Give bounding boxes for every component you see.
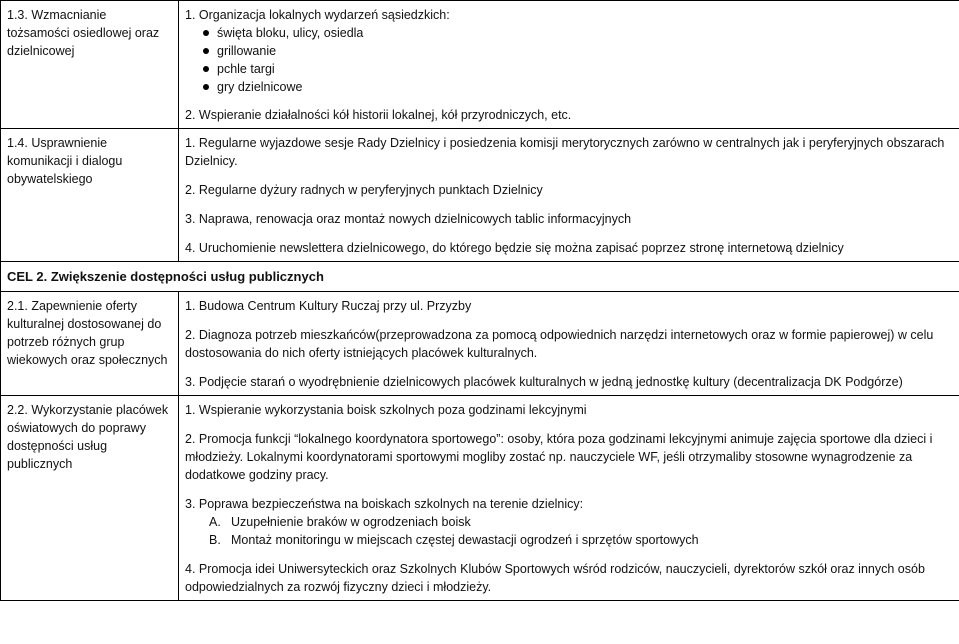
action-item: 1. Budowa Centrum Kultury Ruczaj przy ul. Przyzby: [185, 299, 472, 313]
sub-item-text: Montaż monitoringu w miejscach częstej dewastacji ogrodzeń i sprzętów sportowych: [231, 533, 699, 547]
objective-title: 1.4. Usprawnienie komunikacji i dialogu obywatelskiego: [7, 136, 123, 186]
objective-title: 1.3. Wzmacnianie tożsamości osiedlowej oraz dzielnicowej: [7, 8, 160, 58]
objective-cell: [1, 396, 179, 601]
bullet-list: [185, 24, 953, 96]
bullet-item: święta bloku, ulicy, osiedla: [203, 24, 953, 42]
action-item: 3. Podjęcie starań o wyodrębnienie dzielnicowych placówek kulturalnych w jedną jednostkę kultury (decentralizacja DK Podgórze): [185, 375, 903, 389]
table-row: [1, 292, 959, 396]
action-item: 1. Regularne wyjazdowe sesje Rady Dzielnicy i posiedzenia komisji merytorycznych zarówno w centralnych jak i peryferyjnych obszarach Dzielnicy.: [185, 136, 945, 168]
action-item: 1. Wspieranie wykorzystania boisk szkolnych poza godzinami lekcyjnymi: [185, 403, 587, 417]
action-item: 3. Poprawa bezpieczeństwa na boiskach szkolnych na terenie dzielnicy:: [185, 497, 584, 511]
action-item: 3. Naprawa, renowacja oraz montaż nowych dzielnicowych tablic informacyjnych: [185, 212, 632, 226]
bullet-item: grillowanie: [203, 42, 953, 60]
action-item: 2. Wspieranie działalności kół historii lokalnej, kół przyrodniczych, etc.: [185, 108, 572, 122]
objective-cell: [1, 292, 179, 396]
actions-cell: [179, 129, 959, 262]
action-item: 2. Promocja funkcji “lokalnego koordynatora sportowego”: osoby, która poza godzinami lekcyjnymi animuje zajęcia sportowe dla dzieci i młodzieży. Lokalnymi koordynatorami sportowymi mogliby zostać np. nauczyciele WF, jeśli otrzymaliby stosowne wynagrodzenie za dodatkowe godziny pracy.: [185, 432, 933, 482]
action-item: 4. Uruchomienie newslettera dzielnicowego, do którego będzie się można zapisać poprzez stronę internetową dzielnicy: [185, 241, 844, 255]
sub-item-letter: B.: [209, 533, 221, 547]
bullet-item: pchle targi: [203, 60, 953, 78]
action-item: 1. Organizacja lokalnych wydarzeń sąsiedzkich:: [185, 8, 450, 22]
table-row: [1, 129, 959, 262]
sub-list: [185, 513, 953, 549]
action-item: 4. Promocja idei Uniwersyteckich oraz Szkolnych Klubów Sportowych wśród rodziców, nauczycieli, dyrektorów szkół oraz innych osób odpowiedzialnych za rozwój fizyczny dzieci i młodzieży.: [185, 562, 925, 594]
objective-title: 2.2. Wykorzystanie placówek oświatowych do poprawy dostępności usług publicznych: [7, 403, 169, 471]
sub-item-text: Uzupełnienie braków w ogrodzeniach boisk: [231, 515, 471, 529]
action-item: 2. Diagnoza potrzeb mieszkańców(przeprowadzona za pomocą odpowiednich narzędzi internetowych oraz w formie papierowej) w celu dostosowania do nich oferty istniejących placówek kulturalnych.: [185, 328, 934, 360]
goal-heading: CEL 2. Zwiększenie dostępności usług publicznych: [1, 262, 959, 292]
actions-cell: [179, 292, 959, 396]
goal-row: [1, 262, 959, 292]
action-item: 2. Regularne dyżury radnych w peryferyjnych punktach Dzielnicy: [185, 183, 543, 197]
sub-item: [209, 531, 953, 549]
table-row: [1, 396, 959, 601]
objective-title: 2.1. Zapewnienie oferty kulturalnej dostosowanej do potrzeb różnych grup wiekowych oraz społecznych: [7, 299, 168, 367]
sub-item: [209, 513, 953, 531]
bullet-item: gry dzielnicowe: [203, 78, 953, 96]
actions-cell: [179, 396, 959, 601]
table-row: [1, 1, 959, 129]
objective-cell: [1, 129, 179, 262]
actions-cell: [179, 1, 959, 129]
objective-cell: [1, 1, 179, 129]
sub-item-letter: A.: [209, 515, 221, 529]
